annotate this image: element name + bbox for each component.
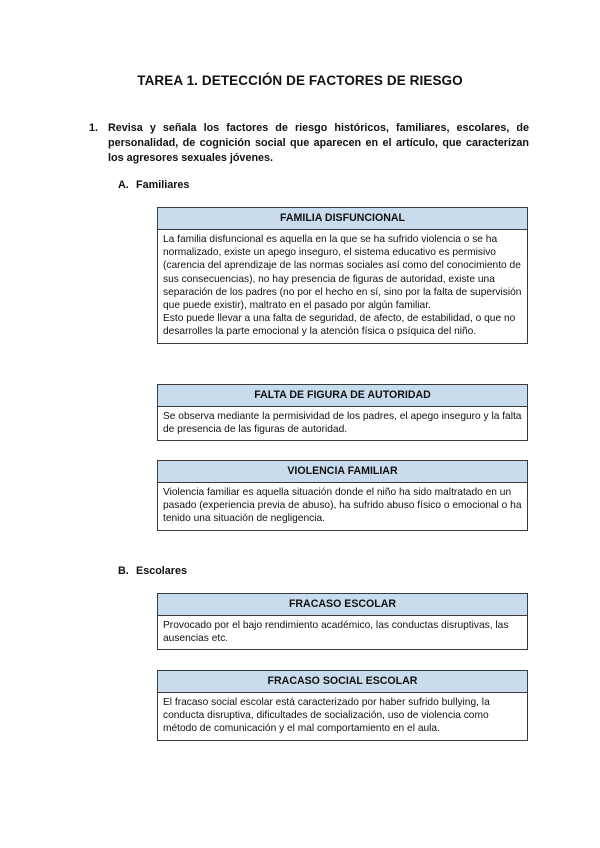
- box-heading: FAMILIA DISFUNCIONAL: [158, 208, 527, 230]
- box-body: [158, 693, 527, 740]
- box-familia-disfuncional: [157, 207, 528, 344]
- section-label: Escolares: [136, 565, 188, 577]
- box-heading: FRACASO ESCOLAR: [158, 594, 527, 616]
- box-body: [158, 483, 527, 530]
- box-paragraph: El fracaso social escolar está caracterizado por haber sufrido bullying, la conducta disruptiva, dificultades de socialización, uso de violencia como método de comunicación y el mal comportamiento en el aula.: [163, 697, 490, 735]
- box-heading: FRACASO SOCIAL ESCOLAR: [158, 671, 527, 693]
- box-body: [158, 616, 527, 649]
- box-body: [158, 407, 527, 440]
- box-heading: FALTA DE FIGURA DE AUTORIDAD: [158, 385, 527, 407]
- box-paragraph: La familia disfuncional es aquella en la que se ha sufrido violencia o se ha normalizado, existe un apego inseguro, el sistema educativo es permisivo (carencia del aprendizaje de las normas sociales así como del conocimiento de sus consecuencias), no hay presencia de figuras de autoridad, existe una separación de los padres (no por el hecho en sí, sino por la falta de supervisión que puede existir), maltrato en el pasado por algún familiar.: [163, 234, 522, 312]
- question-text: Revisa y señala los factores de riesgo históricos, familiares, escolares, de personalidad, de cognición social que aparecen en el artículo, que caracterizan los agresores sexuales jóvenes.: [108, 122, 529, 164]
- box-falta-figura-autoridad: [157, 384, 528, 441]
- box-paragraph: Violencia familiar es aquella situación donde el niño ha sido maltratado en un pasado (experiencia previa de abuso), ha sufrido abuso físico o emocional o ha tenido una situación de negligencia.: [163, 487, 522, 525]
- box-paragraph: Se observa mediante la permisividad de los padres, el apego inseguro y la falta de presencia de las figuras de autoridad.: [163, 411, 522, 436]
- question-number: 1.: [89, 122, 99, 134]
- section-letter: A.: [118, 179, 129, 191]
- section-heading-familiares: [118, 179, 189, 191]
- question: [89, 121, 529, 166]
- section-letter: B.: [118, 565, 129, 577]
- box-heading: VIOLENCIA FAMILIAR: [158, 461, 527, 483]
- section-heading-escolares: [118, 565, 187, 577]
- box-paragraph: Provocado por el bajo rendimiento académico, las conductas disruptivas, las ausencias etc.: [163, 620, 509, 645]
- box-fracaso-social-escolar: [157, 670, 528, 741]
- box-body: [158, 230, 527, 343]
- box-paragraph: Esto puede llevar a una falta de seguridad, de afecto, de estabilidad, o que no desarrolles la parte emocional y la atención física o psíquica del niño.: [163, 313, 516, 338]
- section-label: Familiares: [136, 179, 190, 191]
- page-title: TAREA 1. DETECCIÓN DE FACTORES DE RIESGO: [137, 73, 463, 88]
- box-violencia-familiar: [157, 460, 528, 531]
- box-fracaso-escolar: [157, 593, 528, 650]
